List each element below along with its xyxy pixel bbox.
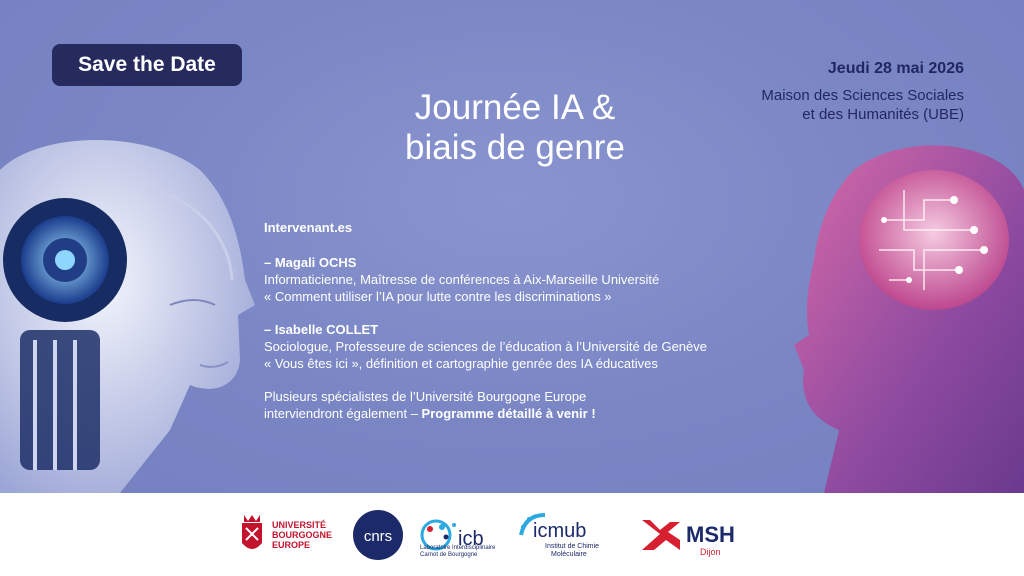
msh-logo-mark [640, 510, 760, 560]
icb-logo-caption [420, 545, 495, 559]
icmub-logo-text: icmub [533, 520, 587, 542]
venue-line-1: Maison des Sciences Sociales [761, 87, 964, 104]
speaker-talk: « Vous êtes ici », définition et cartographie genrée des IA éducatives [264, 356, 658, 371]
event-venue [664, 86, 964, 124]
speaker-name: – Magali OCHS [264, 255, 357, 270]
cnrs-logo [352, 505, 406, 565]
icb-logo [420, 505, 505, 565]
speaker-block [264, 254, 784, 305]
event-date: Jeudi 28 mai 2026 [827, 60, 964, 77]
cnrs-logo-text: cnrs [363, 528, 393, 545]
icb-caption-line-2: Carnot de Bourgogne [420, 552, 478, 558]
ube-logo-line-1: UNIVERSITÉ [272, 520, 327, 530]
icmub-caption-line-1: Institut de Chimie [545, 543, 600, 550]
speakers-section [264, 219, 784, 422]
closing-line-1: Plusieurs spécialistes de l’Université Bourgogne Europe [264, 389, 587, 404]
speakers-heading: Intervenant.es [264, 220, 353, 235]
icb-caption-line-1: Laboratoire Interdisciplinaire [420, 545, 496, 551]
robot-head-illustration [0, 130, 260, 493]
speaker-role: Informaticienne, Maîtresse de conférences à Aix-Marseille Université [264, 272, 660, 287]
badge-label: Save the Date [78, 53, 216, 76]
ube-logo [238, 505, 338, 565]
venue-line-2: et des Humanités (UBE) [802, 106, 964, 123]
human-brain-illustration [784, 130, 1024, 493]
icmub-logo-mark [515, 507, 625, 563]
title-line-2: biais de genre [405, 128, 625, 167]
closing-line-2 [264, 405, 784, 422]
msh-dijon-logo [640, 505, 760, 565]
speaker-talk: « Comment utiliser l’IA pour lutte contre les discriminations » [264, 289, 612, 304]
speaker-role: Sociologue, Professeure de sciences de l’éducation à l’Université de Genève [264, 339, 707, 354]
event-title [330, 88, 700, 168]
msh-logo-text: MSH [686, 522, 735, 547]
ube-logo-line-2: BOURGOGNE [272, 530, 333, 540]
icmub-caption-line-2: Moléculaire [551, 551, 587, 558]
programme-note: Programme détaillé à venir ! [421, 406, 596, 421]
speaker-block [264, 321, 784, 372]
icb-logo-text: icb [458, 528, 484, 550]
closing-line-2-text: interviendront également – [264, 406, 422, 421]
ube-logo-line-3: EUROPE [272, 540, 311, 550]
msh-logo-subtext: Dijon [700, 547, 721, 557]
partner-logos-footer [0, 493, 1024, 576]
closing-note [264, 388, 784, 422]
save-the-date-badge [52, 44, 242, 86]
title-line-1: Journée IA & [414, 88, 616, 127]
icmub-logo [515, 505, 625, 565]
speaker-name: – Isabelle COLLET [264, 322, 379, 337]
ube-crest-icon [238, 513, 266, 557]
cnrs-logo-mark [352, 509, 404, 561]
